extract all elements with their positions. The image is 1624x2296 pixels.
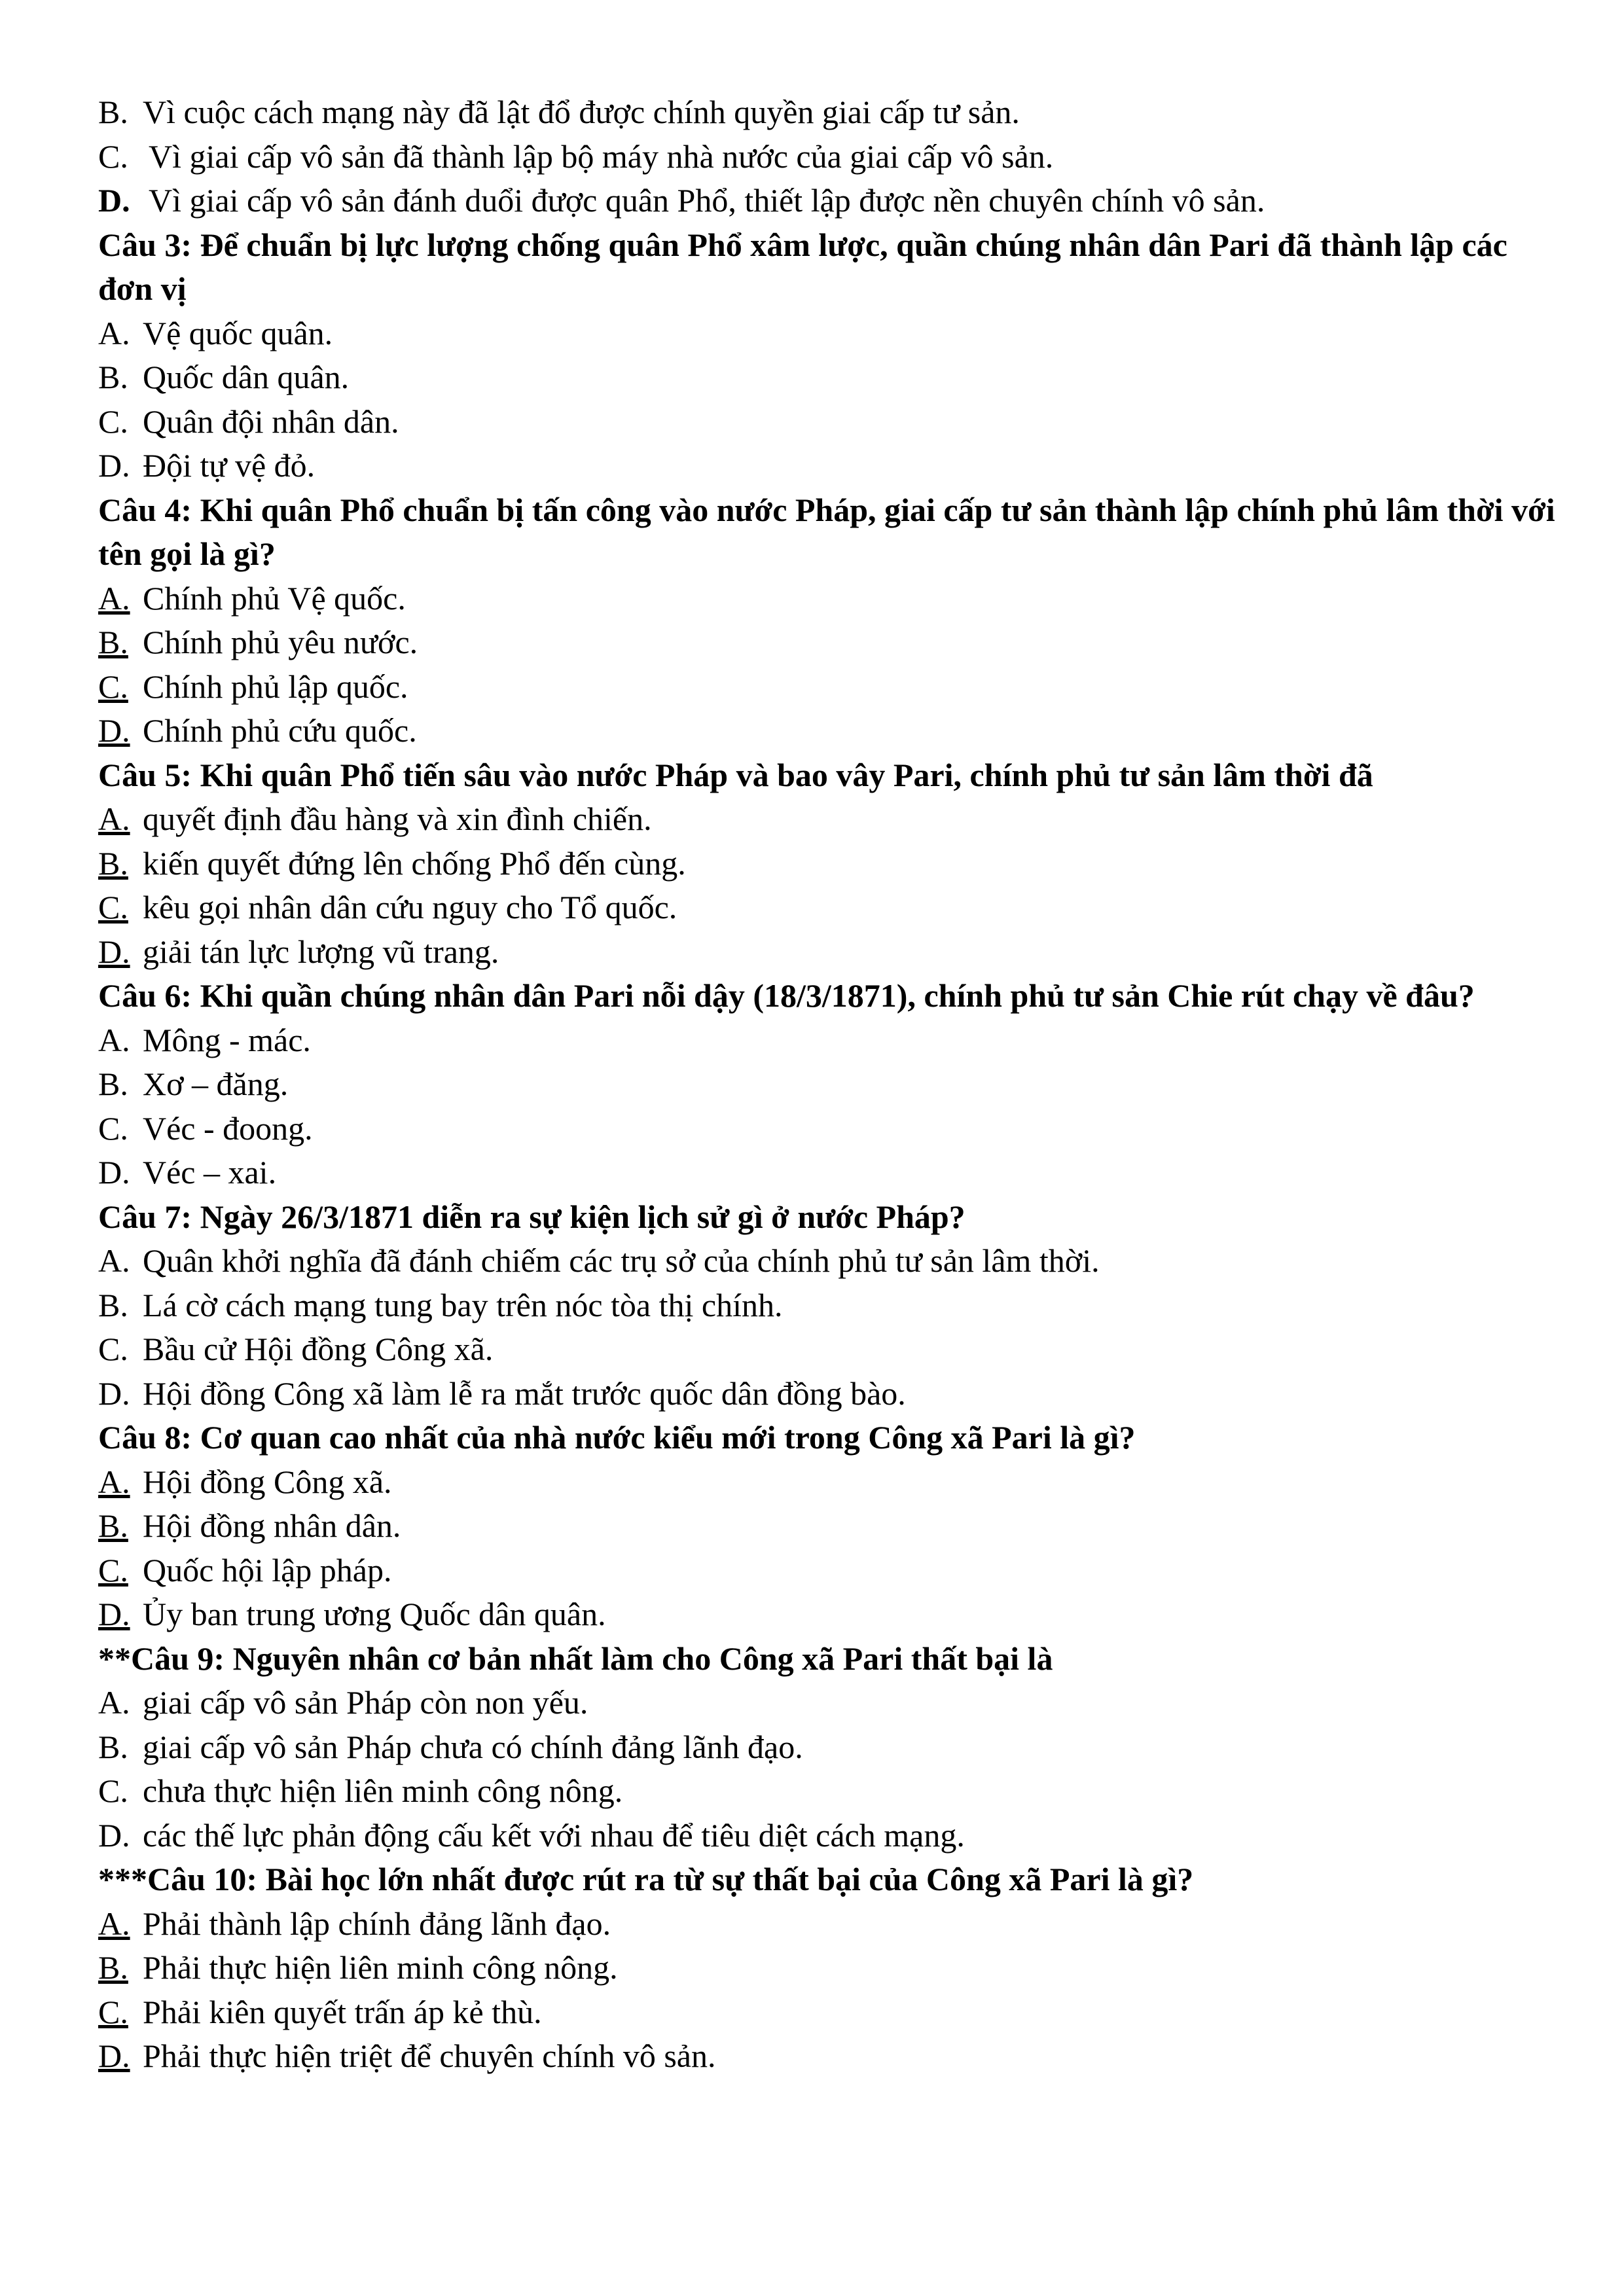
- question-heading: **Câu 9: Nguyên nhân cơ bản nhất làm cho Công xã Pari thất bại là: [98, 1640, 1053, 1677]
- option-text: giải tán lực lượng vũ trang.: [143, 933, 499, 970]
- document-page: [98, 90, 1564, 2079]
- option-letter: A.: [98, 1684, 130, 1721]
- answer-option: [98, 1681, 1564, 1725]
- option-letter: C.: [98, 137, 128, 175]
- answer-option: [98, 1460, 1564, 1505]
- answer-option: [98, 1814, 1564, 1858]
- option-letter: D.: [98, 2037, 130, 2074]
- answer-option: [98, 709, 1564, 753]
- option-letter: D.: [98, 1374, 130, 1412]
- answer-option: [98, 1062, 1564, 1107]
- option-letter: C.: [98, 1109, 128, 1147]
- option-letter: D.: [98, 182, 130, 219]
- option-letter: A.: [98, 579, 130, 617]
- option-text: Đội tự vệ đỏ.: [143, 447, 316, 484]
- answer-option: [98, 2034, 1564, 2079]
- option-letter: D.: [98, 712, 130, 749]
- answer-option: [98, 577, 1564, 621]
- option-text: Phải thành lập chính đảng lãnh đạo.: [143, 1905, 611, 1942]
- option-text: Véc – xai.: [143, 1154, 277, 1191]
- answer-option: [98, 1151, 1564, 1195]
- answer-option: [98, 179, 1564, 223]
- answer-option: [98, 1018, 1564, 1063]
- question-heading: Câu 3: Để chuẩn bị lực lượng chống quân Phổ xâm lược, quần chúng nhân dân Pari đã thành lập các đơn vị: [98, 226, 1507, 307]
- option-letter: C.: [98, 889, 128, 925]
- option-text: Quân khởi nghĩa đã đánh chiếm các trụ sở của chính phủ tư sản lâm thời.: [143, 1242, 1100, 1279]
- option-text: Bầu cử Hội đồng Công xã.: [143, 1331, 494, 1367]
- option-text: Quân đội nhân dân.: [143, 403, 399, 440]
- answer-option: [98, 1372, 1564, 1416]
- answer-option: [98, 355, 1564, 400]
- option-text: Véc - đoong.: [143, 1109, 313, 1147]
- option-letter: A.: [98, 1021, 130, 1058]
- question-heading: Câu 7: Ngày 26/3/1871 diễn ra sự kiện lịch sử gì ở nước Pháp?: [98, 1198, 965, 1235]
- option-text: kêu gọi nhân dân cứu nguy cho Tổ quốc.: [143, 889, 677, 925]
- question-heading: Câu 8: Cơ quan cao nhất của nhà nước kiểu mới trong Công xã Pari là gì?: [98, 1419, 1136, 1456]
- option-letter: A.: [98, 1905, 130, 1942]
- answer-option: [98, 1107, 1564, 1151]
- option-text: kiến quyết đứng lên chống Phổ đến cùng.: [143, 844, 686, 882]
- option-letter: B.: [98, 624, 128, 660]
- answer-option: [98, 1327, 1564, 1372]
- option-text: các thế lực phản động cấu kết với nhau để tiêu diệt cách mạng.: [143, 1816, 965, 1854]
- option-letter: C.: [98, 1993, 128, 2030]
- option-text: Lá cờ cách mạng tung bay trên nóc tòa thị chính.: [143, 1286, 783, 1323]
- option-letter: B.: [98, 359, 128, 395]
- option-letter: D.: [98, 1154, 130, 1191]
- answer-option: [98, 1946, 1564, 1990]
- option-letter: B.: [98, 1507, 128, 1544]
- option-text: Xơ – đăng.: [143, 1066, 289, 1102]
- answer-option: [98, 1990, 1564, 2035]
- option-text: Vì giai cấp vô sản đã thành lập bộ máy nhà nước của giai cấp vô sản.: [149, 137, 1054, 175]
- option-text: giai cấp vô sản Pháp chưa có chính đảng lãnh đạo.: [143, 1728, 803, 1765]
- question-heading: ***Câu 10: Bài học lớn nhất được rút ra từ sự thất bại của Công xã Pari là gì?: [98, 1861, 1194, 1897]
- answer-option: [98, 842, 1564, 886]
- option-text: Phải kiên quyết trấn áp kẻ thù.: [143, 1993, 542, 2030]
- option-letter: A.: [98, 1463, 130, 1500]
- option-letter: A.: [98, 314, 130, 351]
- option-letter: C.: [98, 1772, 128, 1809]
- option-letter: B.: [98, 844, 128, 882]
- option-text: Vệ quốc quân.: [143, 314, 333, 351]
- option-letter: D.: [98, 447, 130, 484]
- option-letter: B.: [98, 1949, 128, 1986]
- option-text: Chính phủ lập quốc.: [143, 668, 408, 705]
- option-text: Vì giai cấp vô sản đánh duổi được quân Phổ, thiết lập được nền chuyên chính vô sản.: [149, 182, 1265, 219]
- option-text: Phải thực hiện liên minh công nông.: [143, 1949, 618, 1986]
- answer-option: [98, 1504, 1564, 1549]
- option-text: Chính phủ Vệ quốc.: [143, 579, 406, 617]
- option-text: chưa thực hiện liên minh công nông.: [143, 1772, 623, 1809]
- answer-option: [98, 444, 1564, 488]
- option-letter: D.: [98, 1596, 130, 1632]
- option-text: giai cấp vô sản Pháp còn non yếu.: [143, 1684, 588, 1721]
- option-letter: B.: [98, 94, 128, 130]
- option-text: Hội đồng Công xã.: [143, 1463, 392, 1500]
- answer-option: [98, 1239, 1564, 1283]
- option-letter: D.: [98, 1816, 130, 1854]
- option-text: Mông - mác.: [143, 1021, 311, 1058]
- option-text: Ủy ban trung ương Quốc dân quân.: [143, 1596, 606, 1632]
- option-letter: B.: [98, 1286, 128, 1323]
- question-heading: Câu 6: Khi quần chúng nhân dân Pari nỗi dậy (18/3/1871), chính phủ tư sản Chie rút chạy về đâu?: [98, 977, 1475, 1014]
- answer-option: [98, 135, 1564, 179]
- answer-option: [98, 312, 1564, 356]
- option-text: Quốc hội lập pháp.: [143, 1551, 392, 1588]
- option-letter: C.: [98, 668, 128, 705]
- answer-option: [98, 930, 1564, 975]
- option-letter: C.: [98, 1331, 128, 1367]
- question-heading: Câu 5: Khi quân Phổ tiến sâu vào nước Pháp và bao vây Pari, chính phủ tư sản lâm thời đã: [98, 756, 1373, 793]
- answer-option: [98, 1769, 1564, 1814]
- option-letter: C.: [98, 1551, 128, 1588]
- answer-option: [98, 1283, 1564, 1328]
- option-letter: A.: [98, 800, 130, 837]
- question-heading: Câu 4: Khi quân Phổ chuẩn bị tấn công vào nước Pháp, giai cấp tư sản thành lập chính phủ lâm thời với tên gọi là gì?: [98, 491, 1555, 572]
- answer-option: [98, 797, 1564, 842]
- option-letter: B.: [98, 1066, 128, 1102]
- option-text: Vì cuộc cách mạng này đã lật đổ được chính quyền giai cấp tư sản.: [143, 94, 1020, 130]
- answer-option: [98, 665, 1564, 709]
- option-letter: B.: [98, 1728, 128, 1765]
- option-text: Hội đồng nhân dân.: [143, 1507, 401, 1544]
- answer-option: [98, 1549, 1564, 1593]
- option-text: Quốc dân quân.: [143, 359, 350, 395]
- option-text: Phải thực hiện triệt để chuyên chính vô sản.: [143, 2037, 716, 2074]
- answer-option: [98, 400, 1564, 444]
- option-text: Hội đồng Công xã làm lễ ra mắt trước quốc dân đồng bào.: [143, 1374, 906, 1412]
- option-text: Chính phủ cứu quốc.: [143, 712, 417, 749]
- option-text: Chính phủ yêu nước.: [143, 624, 418, 660]
- answer-option: [98, 1592, 1564, 1637]
- answer-option: [98, 886, 1564, 930]
- option-letter: A.: [98, 1242, 130, 1279]
- answer-option: [98, 90, 1564, 135]
- option-text: quyết định đầu hàng và xin đình chiến.: [143, 800, 652, 837]
- option-letter: D.: [98, 933, 130, 970]
- answer-option: [98, 1902, 1564, 1946]
- option-letter: C.: [98, 403, 128, 440]
- answer-option: [98, 620, 1564, 665]
- answer-option: [98, 1725, 1564, 1770]
